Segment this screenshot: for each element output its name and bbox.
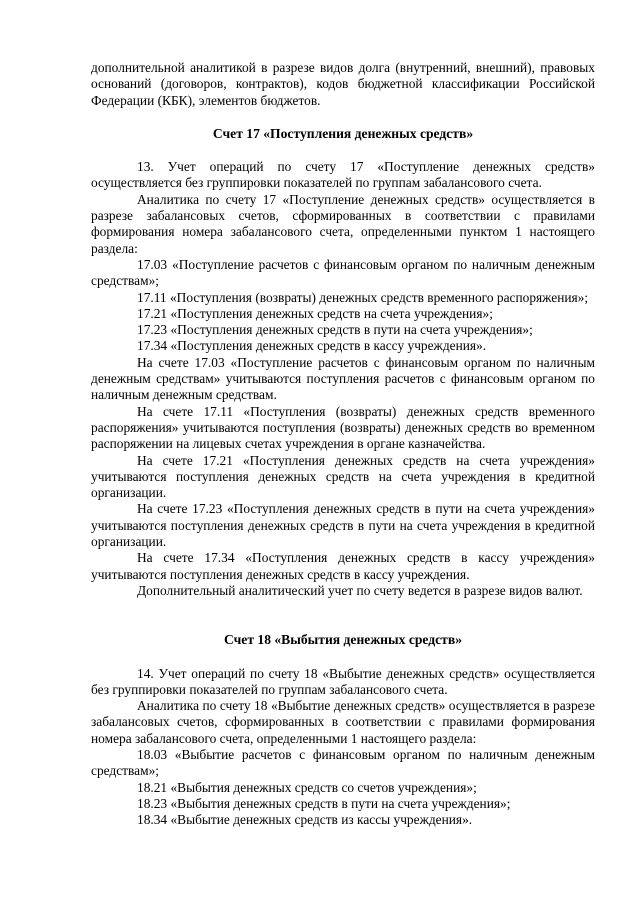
- spacer: [91, 109, 595, 126]
- section-17-item-1734: 17.34 «Поступления денежных средств в кассу учреждения».: [137, 338, 487, 354]
- section-17-currency-paragraph: Дополнительный аналитический учет по счету ведется в разрезе видов валют.: [137, 582, 583, 598]
- intro-paragraph: дополнительной аналитикой в разрезе видов долга (внутренний, внешний), правовых оснований (договоров, контрактов), кодов бюджетной классификации Российской Федерации (КБК), элементов бюджетов.: [91, 60, 595, 108]
- section-17-item-1711: 17.11 «Поступления (возвраты) денежных средств временного распоряжения»;: [137, 289, 589, 305]
- section-17-paragraph-1721: На счете 17.21 «Поступления денежных средств на счета учреждения» учитываются поступления денежных средств на счета учреждения в кредитной организации.: [91, 452, 595, 501]
- section-18-paragraph-14: 14. Учет операций по счету 18 «Выбытие денежных средств» осуществляется без группировки показателей по группам забалансового счета.: [91, 665, 595, 697]
- section-18-analytics-paragraph: Аналитика по счету 18 «Выбытие денежных средств» осуществляется в разрезе забалансовых счетов, сформированных в соответствии с правилами формирования номера забалансового счета, определенными 1 настоящего раздела:: [91, 698, 595, 746]
- section-18-item-1823: 18.23 «Выбытия денежных средств в пути на счета учреждения»;: [137, 795, 511, 811]
- section-18-item-1803: 18.03 «Выбытие расчетов с финансовым органом по наличным денежным средствам»;: [91, 746, 595, 779]
- spacer: [91, 599, 595, 632]
- section-17-paragraph-13: 13. Учет операций по счету 17 «Поступление денежных средств» осуществляется без группировки показателей по группам забалансового счета.: [91, 159, 595, 191]
- section-17-paragraph-1703: На счете 17.03 «Поступление расчетов с финансовым органом по наличным денежным средствам» учитываются поступления расчетов с финансовым органом по наличным денежным средствам.: [91, 354, 595, 403]
- document-page: [91, 60, 595, 828]
- section-17-item-1721: 17.21 «Поступления денежных средств на счета учреждения»;: [137, 305, 493, 321]
- section-17-title: Счет 17 «Поступления денежных средств»: [212, 125, 474, 141]
- section-18-title: Счет 18 «Выбытия денежных средств»: [223, 632, 462, 648]
- section-18-item-1834: 18.34 «Выбытие денежных средств из кассы учреждения».: [137, 812, 473, 828]
- spacer: [91, 649, 595, 666]
- section-17-paragraph-1711: На счете 17.11 «Поступления (возвраты) денежных средств временного распоряжения» учитываются поступления (возвраты) денежных средств во временном распоряжении на лицевых счетах учреждения в органе казначейства.: [91, 403, 595, 452]
- section-17-item-1723: 17.23 «Поступления денежных средств в пути на счета учреждения»;: [137, 322, 533, 338]
- section-17-paragraph-1734: На счете 17.34 «Поступления денежных средств в кассу учреждения» учитываются поступления денежных средств в кассу учреждения.: [91, 550, 595, 582]
- spacer: [91, 142, 595, 159]
- section-17-analytics-paragraph: Аналитика по счету 17 «Поступление денежных средств» осуществляется в разрезе забалансовых счетов, сформированных в соответствии с правилами формирования номера забалансового счета, определенными пунктом 1 настоящего раздела:: [91, 191, 595, 256]
- section-17-paragraph-1723: На счете 17.23 «Поступления денежных средств в пути на счета учреждения» учитываются поступления денежных средств в пути на счета учреждения в кредитной организации.: [91, 501, 595, 550]
- section-18-item-1821: 18.21 «Выбытия денежных средств со счетов учреждения»;: [137, 779, 477, 795]
- section-17-item-1703: 17.03 «Поступление расчетов с финансовым органом по наличным денежным средствам»;: [91, 256, 595, 289]
